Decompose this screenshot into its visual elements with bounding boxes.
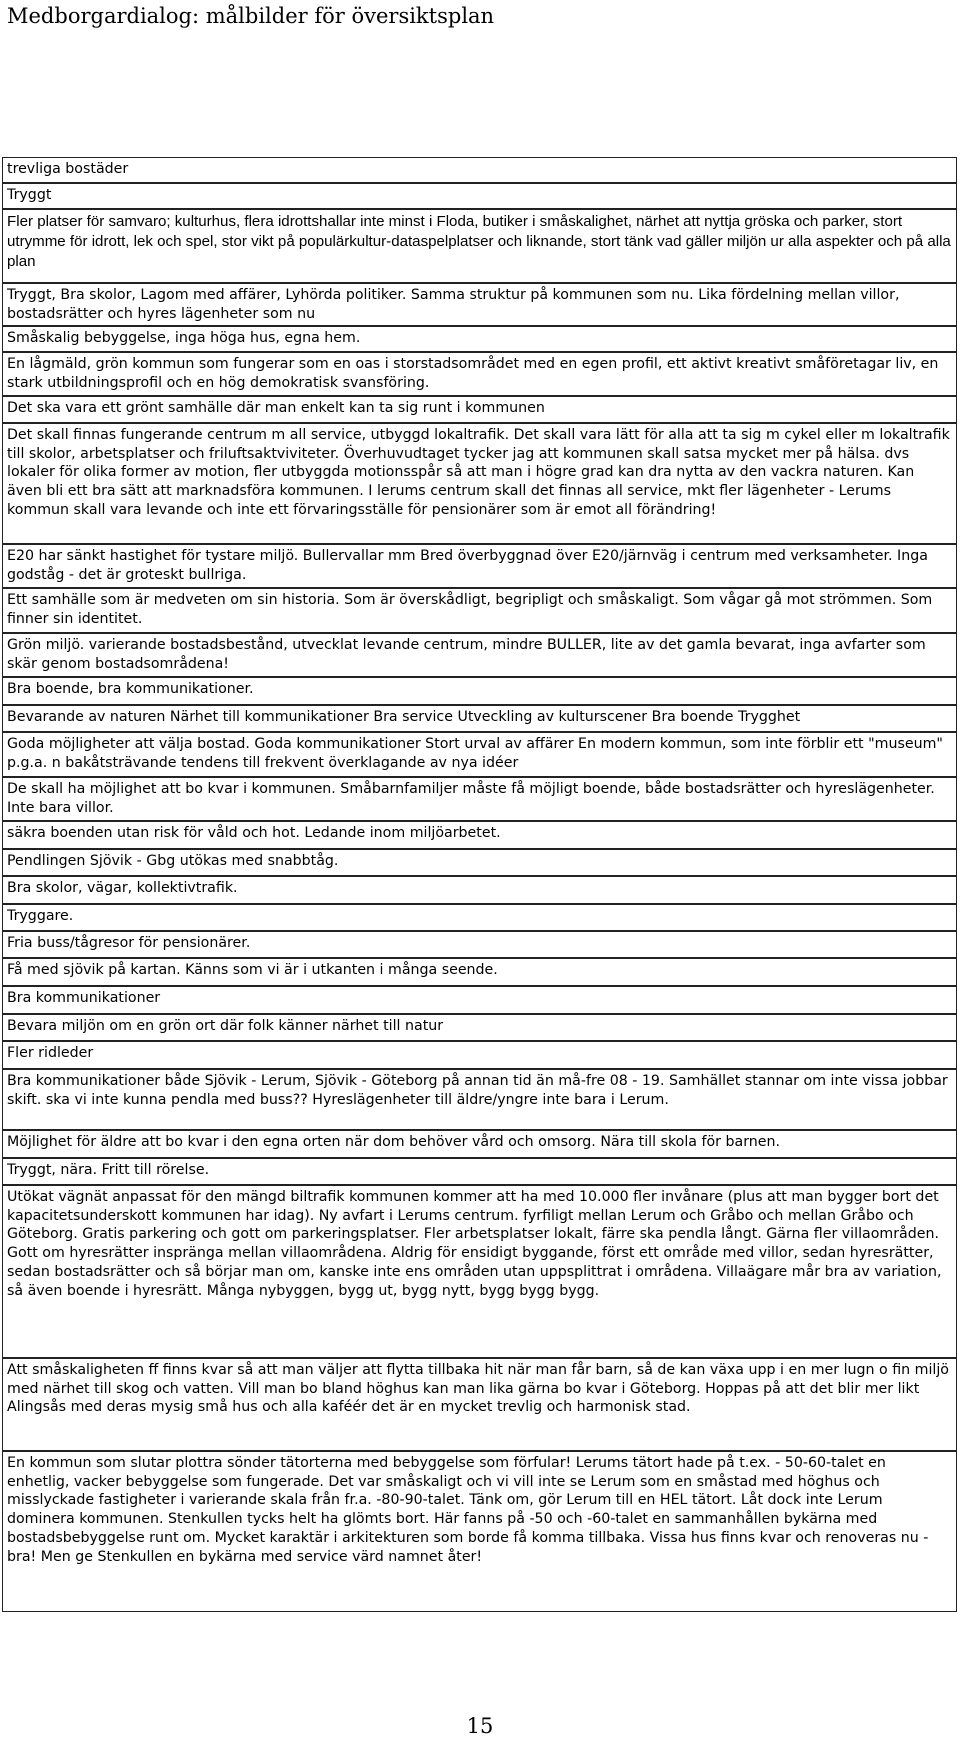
comment-row-6: En lågmäld, grön kommun som fungerar som en oas i storstadsområdet med en egen profil, ett aktivt kreativt småföretagar liv, en stark utbildningsprofil och en hög demokratisk svansföring. <box>2 352 957 396</box>
comment-row-27: Tryggt, nära. Fritt till rörelse. <box>2 1158 957 1185</box>
comment-row-9: E20 har sänkt hastighet för tystare miljö. Bullervallar mm Bred överbyggnad över E20/järnväg i centrum med verksamheter. Inga godståg - det är groteskt bullriga. <box>2 544 957 588</box>
comment-row-26: Möjlighet för äldre att bo kvar i den egna orten när dom behöver vård och omsorg. Nära till skola för barnen. <box>2 1130 957 1158</box>
comment-row-4: Tryggt, Bra skolor, Lagom med affärer, Lyhörda politiker. Samma struktur på kommunen som nu. Lika fördelning mellan villor, bostadsrätter och hyres lägenheter som nu <box>2 283 957 326</box>
comment-row-7: Det ska vara ett grönt samhälle där man enkelt kan ta sig runt i kommunen <box>2 396 957 423</box>
page-number: 15 <box>466 1714 494 1738</box>
comment-row-28: Utökat vägnät anpassat för den mängd biltrafik kommunen kommer att ha med 10.000 fler invånare (plus att man bygger bort det kapacitetsunderskott kommunen har idag). Ny avfart i Lerums centrum. fyrfiligt mellan Lerum och Gråbo och mellan Gråbo och Göteborg. Gratis parkering och gott om parkeringsplatser. Fler arbetsplatser lokalt, färre ska pendla långt. Gärna fler villaområden. Gott om hyresrätter inspränga mellan villaområdena. Aldrig för ensidigt byggande, först ett område med villor, sedan hyresrätter, sedan bostadsrätter och så börjar man om, kanske inte ens områden utan uppsplittrat i områdena. Villaägare mår bra av variation, så även boende i hyresrätt. Många nybyggen, bygg ut, bygg nytt, bygg bygg bygg. <box>2 1185 957 1358</box>
comment-row-1: trevliga bostäder <box>2 157 957 183</box>
comment-row-21: Få med sjövik på kartan. Känns som vi är i utkanten i många seende. <box>2 958 957 986</box>
comment-row-11: Grön miljö. varierande bostadsbestånd, utvecklat levande centrum, mindre BULLER, lite av det gamla bevarat, inga avfarter som skär genom bostadsområdena! <box>2 633 957 677</box>
comment-row-22: Bra kommunikationer <box>2 986 957 1014</box>
comment-row-30: En kommun som slutar plottra sönder tätorterna med bebyggelse som förfular! Lerums tätort hade på t.ex. - 50-60-talet en enhetlig, vacker bebyggelse som fungerade. Det var småskaligt och vi vill inte se Lerum som en småstad med höghus och misslyckade fastigheter i varierande skala från fr.a. -80-90-talet. Tänk om, gör Lerum till en HEL tätort. Låt dock inte Lerum dominera kommunen. Stenkullen tycks helt ha glömts bort. Här fanns på -50 och -60-talet en sammanhållen bykärna med bostadsbebyggelse runt om. Mycket karaktär i arkitekturen som borde få komma tillbaka. Vissa hus finns kvar och renoveras nu - bra! Men ge Stenkullen en bykärna med service värd namnet åter! <box>2 1451 957 1612</box>
comment-row-24: Fler ridleder <box>2 1041 957 1069</box>
comment-row-19: Tryggare. <box>2 904 957 931</box>
comment-row-29: Att småskaligheten ff finns kvar så att man väljer att flytta tillbaka hit när man får barn, så de kan växa upp i en mer lugn o fin miljö med närhet till skog och vatten. Vill man bo bland höghus kan man lika gärna bo kvar i Göteborg. Hoppas på att det blir mer likt Alingsås med deras mysig små hus och alla kaféér det är en mycket trevlig och harmonisk stad. <box>2 1358 957 1451</box>
comment-row-23: Bevara miljön om en grön ort där folk känner närhet till natur <box>2 1014 957 1041</box>
comment-row-2: Tryggt <box>2 183 957 209</box>
comment-row-3: Fler platser för samvaro; kulturhus, flera idrottshallar inte minst i Floda, butiker i småskalighet, närhet att nyttja gröska och parker, stort utrymme för idrott, lek och spel, stor vikt på populärkultur-dataspelplatser och liknande, stort tänk vad gäller miljön ur alla aspekter och på alla plan <box>2 209 957 283</box>
comment-row-17: Pendlingen Sjövik - Gbg utökas med snabbtåg. <box>2 849 957 876</box>
page-title: Medborgardialog: målbilder för översiktsplan <box>7 4 495 28</box>
comment-row-25: Bra kommunikationer både Sjövik - Lerum, Sjövik - Göteborg på annan tid än må-fre 08 - 19. Samhället stannar om inte vissa jobbar skift. ska vi inte kunna pendla med buss?? Hyreslägenheter till äldre/yngre inte bara i Lerum. <box>2 1069 957 1130</box>
comment-row-15: De skall ha möjlighet att bo kvar i kommunen. Småbarnfamiljer måste få möjligt boende, både bostadsrätter och hyreslägenheter. Inte bara villor. <box>2 777 957 821</box>
comment-row-14: Goda möjligheter att välja bostad. Goda kommunikationer Stort urval av affärer En modern kommun, som inte förblir ett "museum" p.g.a. n bakåtsträvande tendens till frekvent överklagande av nya idéer <box>2 732 957 777</box>
comment-row-8: Det skall finnas fungerande centrum m all service, utbyggd lokaltrafik. Det skall vara lätt för alla att ta sig m cykel eller m lokaltrafik till skolor, arbetsplatser och friluftsaktviviteter. Överhuvudtaget tycker jag att kommunen skall satsa mycket mer på hälsa. dvs lokaler för olika former av motion, fler utbyggda motionsspår så att man i högre grad kan dra nytta av den vackra naturen. Kan även bli ett bra sätt att marknadsföra kommunen. I lerums centrum skall det finnas all service, mkt fler lägenheter - Lerums kommun skall vara levande och inte ett förvaringsställe för pensionärer som är emot all förändring! <box>2 423 957 544</box>
comment-row-16: säkra boenden utan risk för våld och hot. Ledande inom miljöarbetet. <box>2 821 957 849</box>
comment-row-10: Ett samhälle som är medveten om sin historia. Som är överskådligt, begripligt och småskaligt. Som vågar gå mot strömmen. Som finner sin identitet. <box>2 588 957 633</box>
comment-row-18: Bra skolor, vägar, kollektivtrafik. <box>2 876 957 904</box>
comment-row-5: Småskalig bebyggelse, inga höga hus, egna hem. <box>2 326 957 352</box>
comment-row-13: Bevarande av naturen Närhet till kommunikationer Bra service Utveckling av kulturscener Bra boende Trygghet <box>2 705 957 732</box>
comment-row-12: Bra boende, bra kommunikationer. <box>2 677 957 705</box>
comment-row-20: Fria buss/tågresor för pensionärer. <box>2 931 957 958</box>
